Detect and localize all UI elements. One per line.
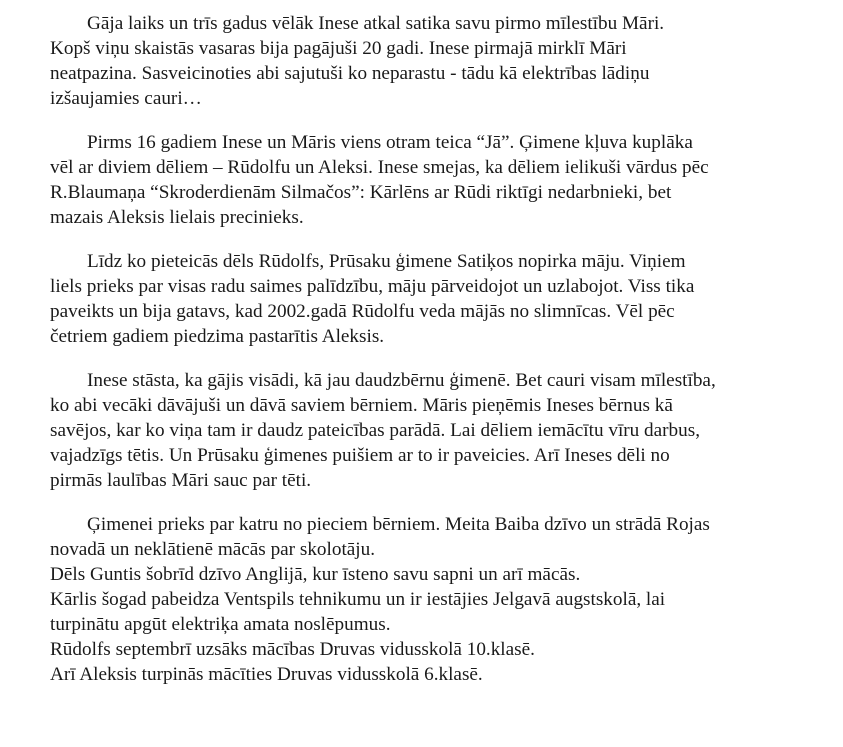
text-line: četriem gadiem piedzima pastarītis Aleksis. (50, 326, 385, 347)
paragraph-2 (50, 130, 813, 230)
text-line: novadā un neklātienē mācās par skolotāju. (50, 539, 376, 560)
paragraph-1 (50, 11, 813, 111)
text-line: Rūdolfs septembrī uzsāks mācības Druvas vidusskolā 10.klasē. (50, 639, 535, 660)
text-line: liels prieks par visas radu saimes palīdzību, māju pārveidojot un uzlabojot. Viss tika (50, 276, 695, 297)
text-line: Gāja laiks un trīs gadus vēlāk Inese atkal satika savu pirmo mīlestību Māri. (87, 13, 665, 34)
text-line: Ģimenei prieks par katru no pieciem bērniem. Meita Baiba dzīvo un strādā Rojas (87, 514, 710, 535)
paragraph-5 (50, 512, 813, 687)
text-line: Pirms 16 gadiem Inese un Māris viens otram teica “Jā”. Ģimene kļuva kuplāka (87, 132, 693, 153)
text-line: Kopš viņu skaistās vasaras bija pagājuši 20 gadi. Inese pirmajā mirklī Māri (50, 38, 627, 59)
text-line: R.Blaumaņa “Skroderdienām Silmačos”: Kārlēns ar Rūdi riktīgi nedarbnieki, bet (50, 182, 672, 203)
text-line: neatpazina. Sasveicinoties abi sajutuši ko neparastu - tādu kā elektrības lādiņu (50, 63, 650, 84)
text-line: paveikts un bija gatavs, kad 2002.gadā Rūdolfu veda mājās no slimnīcas. Vēl pēc (50, 301, 675, 322)
text-line: izšaujamies cauri… (50, 88, 202, 109)
text-line: Inese stāsta, ka gājis visādi, kā jau daudzbērnu ģimenē. Bet cauri visam mīlestība, (87, 370, 716, 391)
text-line: pirmās laulības Māri sauc par tēti. (50, 470, 312, 491)
paragraph-3 (50, 249, 813, 349)
text-line: ko abi vecāki dāvājuši un dāvā saviem bērniem. Māris pieņēmis Ineses bērnus kā (50, 395, 673, 416)
text-line: mazais Aleksis lielais precinieks. (50, 207, 304, 228)
text-line: savējos, kar ko viņa tam ir daudz pateicības parādā. Lai dēliem iemācītu vīru darbus, (50, 420, 701, 441)
text-line: Arī Aleksis turpinās mācīties Druvas vidusskolā 6.klasē. (50, 664, 483, 685)
text-line: vēl ar diviem dēliem – Rūdolfu un Aleksi. Inese smejas, ka dēliem ielikuši vārdus pēc (50, 157, 709, 178)
text-line: turpinātu apgūt elektriķa amata noslēpumus. (50, 614, 391, 635)
text-line: Līdz ko pieteicās dēls Rūdolfs, Prūsaku ģimene Satiķos nopirka māju. Viņiem (87, 251, 686, 272)
text-line: Kārlis šogad pabeidza Ventspils tehnikumu un ir iestājies Jelgavā augstskolā, lai (50, 589, 666, 610)
paragraph-4 (50, 368, 813, 493)
text-line: Dēls Guntis šobrīd dzīvo Anglijā, kur īsteno savu sapni un arī mācās. (50, 564, 581, 585)
text-line: vajadzīgs tētis. Un Prūsaku ģimenes puišiem ar to ir paveicies. Arī Ineses dēli no (50, 445, 670, 466)
